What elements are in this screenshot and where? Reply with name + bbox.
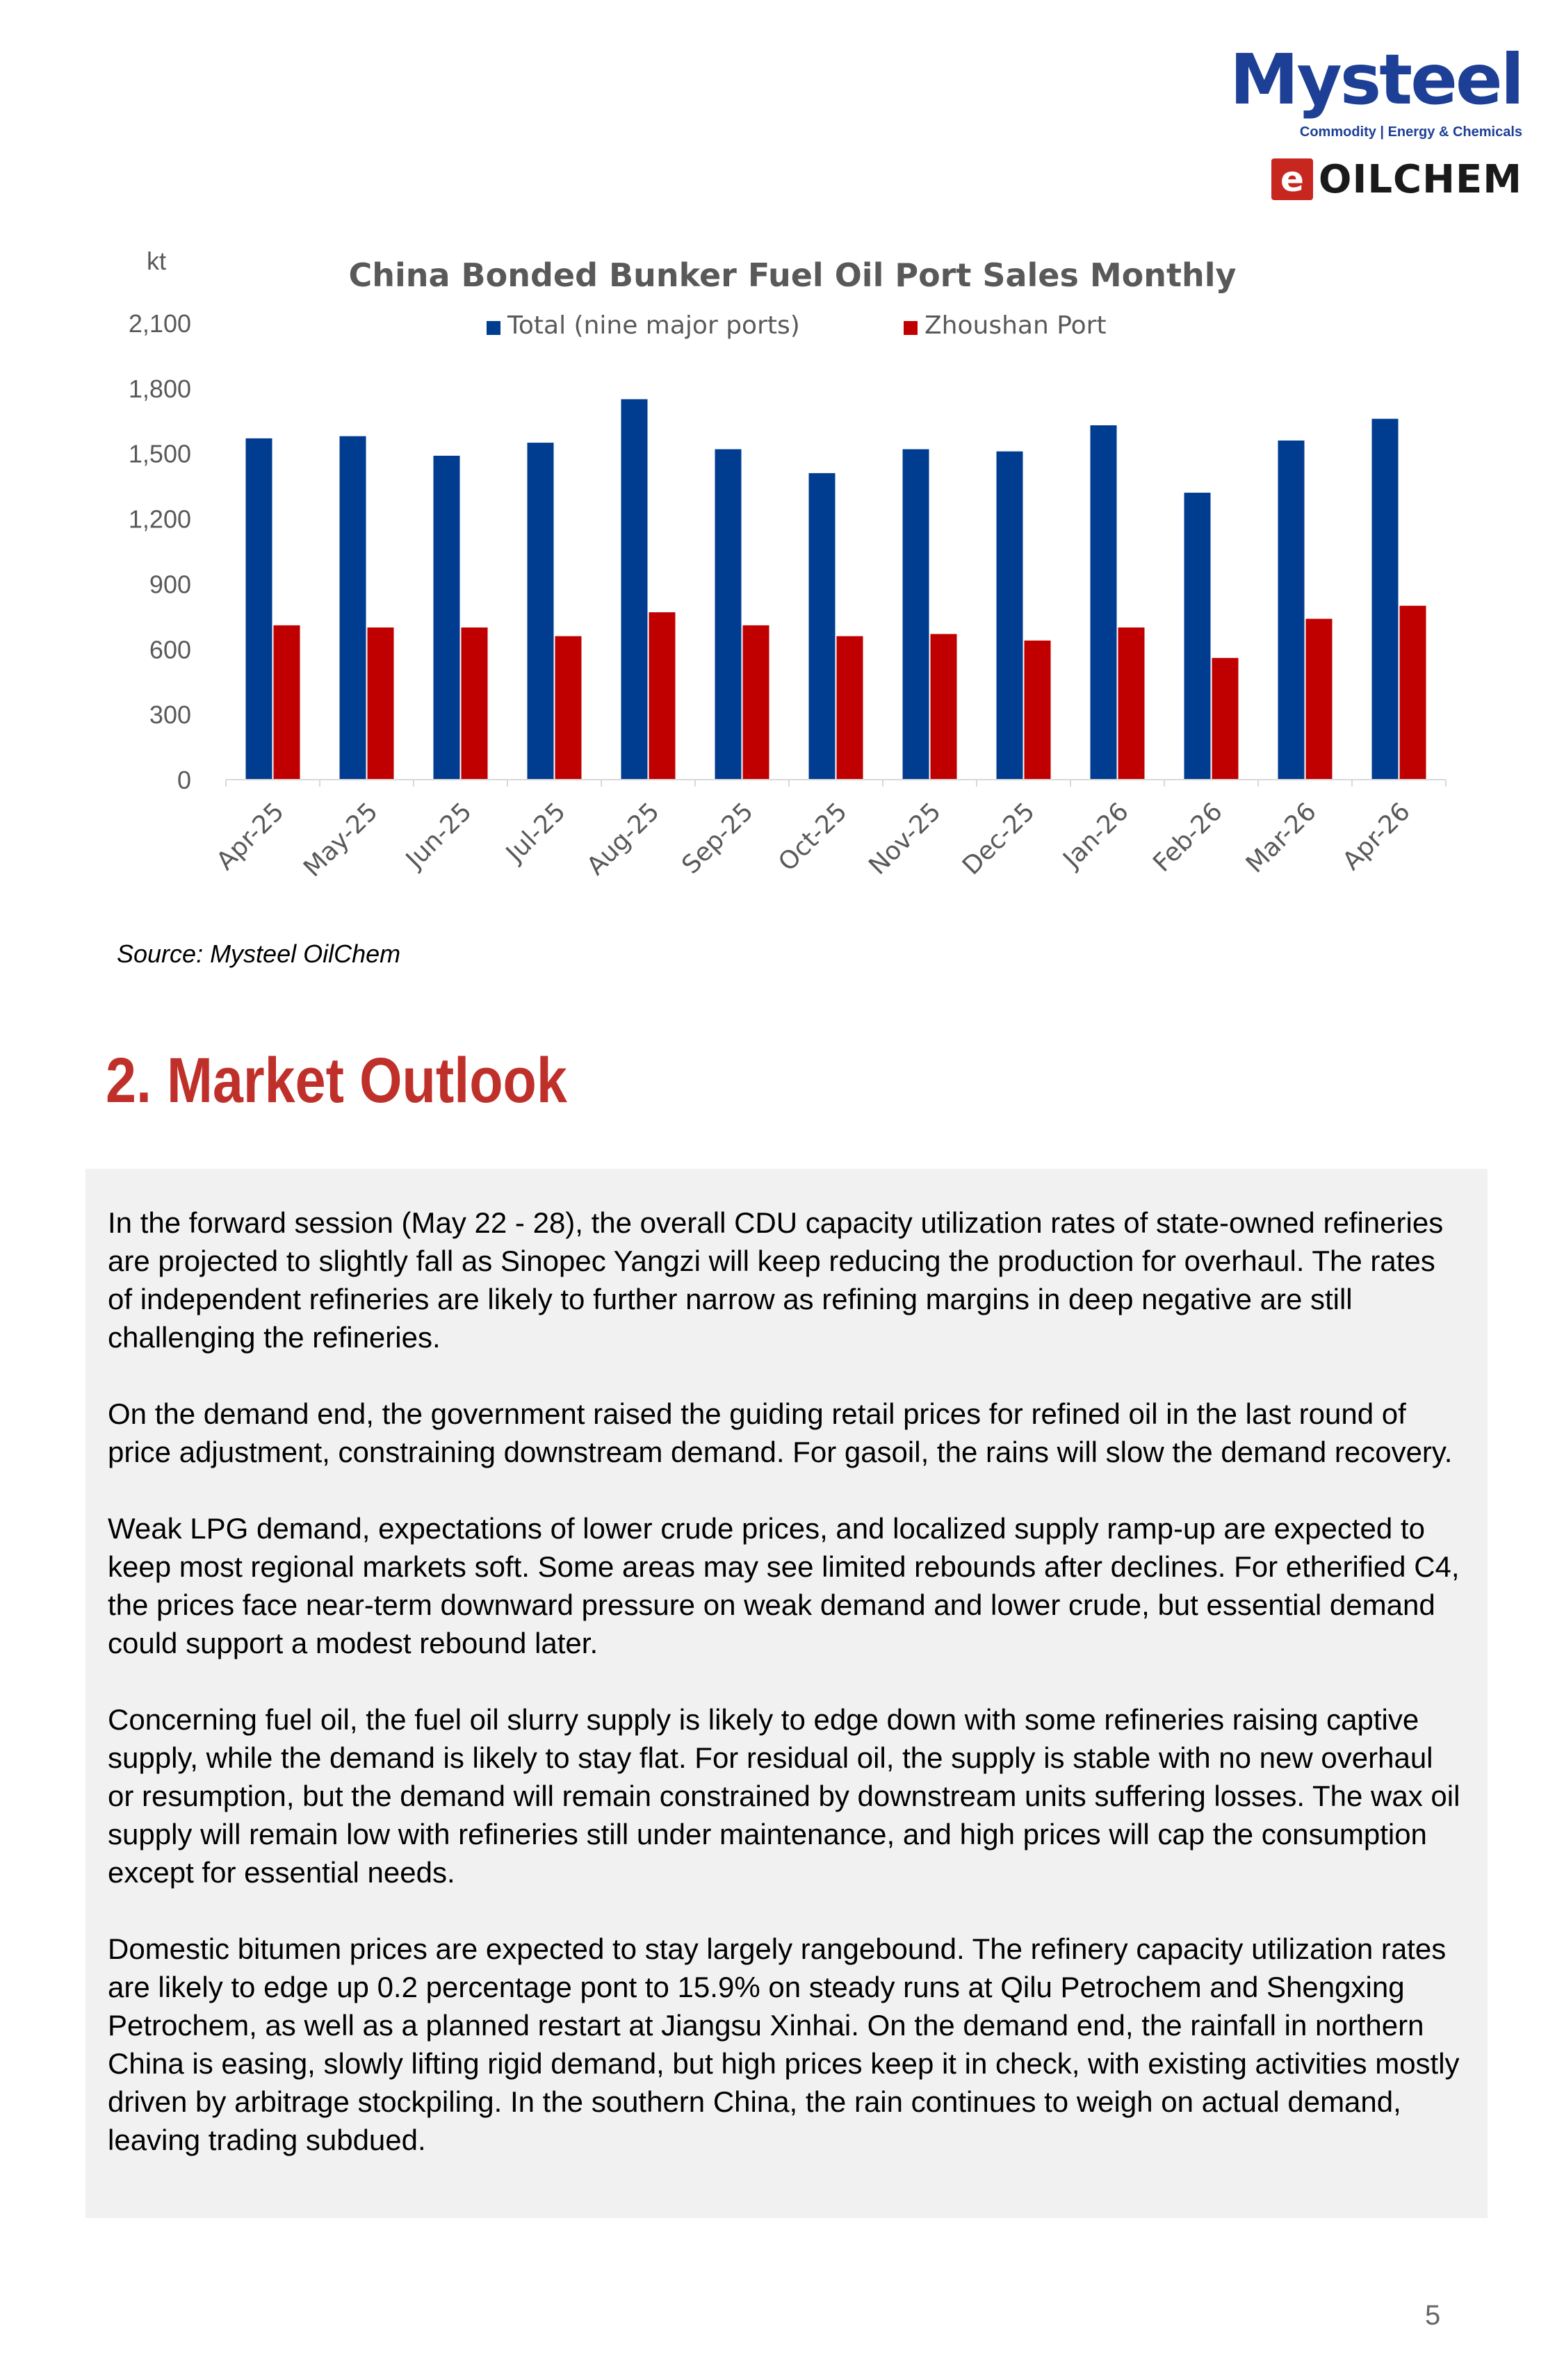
- chart-legend: [487, 311, 1107, 340]
- bar-total: [621, 400, 648, 780]
- outlook-paragraph: Domestic bitumen prices are expected to stay largely rangebound. The refinery capacity utilization rates are likely to edge up 0.2 percentage pont to 15.9% on steady runs at Qilu Petrochem and Shengxing Petrochem, as well as a planned restart at Jiangsu Xinhai. On the demand end, the rainfall in northern China is easing, slowly lifting rigid demand, but high prices keep it in check, with existing activities mostly driven by arbitrage stockpiling. In the southern China, the rain continues to weigh on actual demand, leaving trading subdued.: [108, 1932, 1460, 2156]
- x-tick-label: Feb-26: [1148, 797, 1228, 878]
- bar-zhoushan: [1400, 606, 1426, 780]
- bunker-sales-chart: [0, 236, 1564, 931]
- chart-title: China Bonded Bunker Fuel Oil Port Sales Monthly: [348, 256, 1237, 294]
- x-tick-label: Jan-26: [1058, 797, 1134, 874]
- bar-total: [715, 449, 742, 780]
- bar-zhoushan: [1118, 627, 1145, 780]
- x-tick-label: Jul-25: [500, 797, 571, 868]
- y-tick-label: 1,800: [128, 374, 191, 403]
- bar-zhoushan: [1306, 618, 1333, 780]
- legend-swatch: [904, 321, 918, 335]
- bar-zhoushan: [462, 627, 488, 780]
- bar-zhoushan: [837, 637, 863, 780]
- outlook-paragraph: Weak LPG demand, expectations of lower crude prices, and localized supply ramp-up are expected to keep most regional markets soft. Some areas may see limited rebounds after declines. For etherified C4, the prices face near-term downward pressure on weak demand and lower crude, but essential demand could support a modest rebound later.: [108, 1512, 1460, 1659]
- x-tick-label: Mar-26: [1240, 797, 1322, 879]
- x-tick-label: May-25: [298, 797, 384, 883]
- y-tick-label: 600: [149, 635, 191, 664]
- x-tick-label: Sep-25: [676, 797, 759, 880]
- bar-total: [1372, 419, 1399, 780]
- oilchem-logo-text: OILCHEM: [1318, 156, 1522, 202]
- company-logo: [1230, 38, 1522, 205]
- bar-zhoushan: [931, 634, 957, 780]
- x-tick-label: Apr-26: [1337, 797, 1416, 876]
- x-tick-label: Oct-25: [773, 797, 853, 877]
- chart-bars: [246, 400, 1426, 780]
- outlook-paragraph: Concerning fuel oil, the fuel oil slurry supply is likely to edge down with some refineries raising captive supply, while the demand is likely to stay flat. For residual oil, the supply is stable with no new overhaul or resumption, but the demand will remain constrained by downstream units suffering losses. The wax oil supply will remain low with refineries still under maintenance, and high prices will cap the consumption except for essential needs.: [108, 1703, 1460, 1889]
- bar-zhoushan: [743, 625, 769, 780]
- y-tick-label: 300: [149, 700, 191, 730]
- legend-label: Total (nine major ports): [507, 311, 800, 340]
- y-tick-label: 2,100: [128, 309, 191, 338]
- section-title: 2. Market Outlook: [106, 1045, 567, 1116]
- page-number: 5: [1425, 2300, 1441, 2331]
- bar-zhoushan: [1212, 658, 1239, 780]
- x-tick-label: Apr-25: [211, 797, 290, 876]
- legend-swatch: [487, 321, 500, 335]
- market-outlook-box: [85, 1169, 1488, 2218]
- outlook-paragraph: On the demand end, the government raised the guiding retail prices for refined oil in the last round of price adjustment, constraining downstream demand. For gasoil, the rains will slow the demand recovery.: [108, 1397, 1453, 1468]
- y-axis-unit: kt: [146, 247, 167, 275]
- bar-total: [903, 449, 929, 780]
- bar-zhoushan: [1025, 641, 1051, 780]
- bar-zhoushan: [274, 625, 300, 780]
- x-axis: [211, 780, 1446, 883]
- y-tick-label: 1,200: [128, 504, 191, 534]
- bar-total: [997, 452, 1023, 780]
- x-tick-label: Nov-25: [863, 797, 947, 880]
- bar-zhoushan: [649, 612, 676, 780]
- y-tick-label: 0: [177, 766, 191, 794]
- bar-total: [1278, 441, 1305, 780]
- x-tick-label: Dec-25: [957, 797, 1041, 881]
- logo-tagline: Commodity | Energy & Chemicals: [1299, 124, 1522, 140]
- oilchem-mark-icon: e: [1271, 158, 1313, 200]
- bar-total: [246, 438, 272, 780]
- y-axis: [129, 309, 191, 794]
- legend-label: Zhoushan Port: [924, 311, 1107, 340]
- bar-total: [809, 473, 836, 780]
- bar-total: [434, 456, 460, 780]
- chart-source: Source: Mysteel OilChem: [117, 939, 401, 968]
- bar-zhoushan: [555, 637, 582, 780]
- bar-zhoushan: [368, 627, 394, 780]
- bar-total: [528, 443, 554, 780]
- y-tick-label: 900: [149, 570, 191, 599]
- outlook-paragraph: In the forward session (May 22 - 28), the overall CDU capacity utilization rates of state-owned refineries are projected to slightly fall as Sinopec Yangzi will keep reducing the production for overhaul. The rates of independent refineries are likely to further narrow as refining margins in deep negative are still challenging the refineries.: [108, 1206, 1444, 1354]
- y-tick-label: 1,500: [128, 439, 191, 468]
- mysteel-logo-text: Mysteel: [1230, 39, 1522, 120]
- bar-total: [1184, 493, 1211, 780]
- x-tick-label: Jun-25: [400, 797, 478, 874]
- bar-total: [1091, 425, 1117, 780]
- oilchem-logo: [1271, 155, 1522, 204]
- x-tick-label: Aug-25: [581, 797, 665, 881]
- bar-total: [340, 436, 366, 780]
